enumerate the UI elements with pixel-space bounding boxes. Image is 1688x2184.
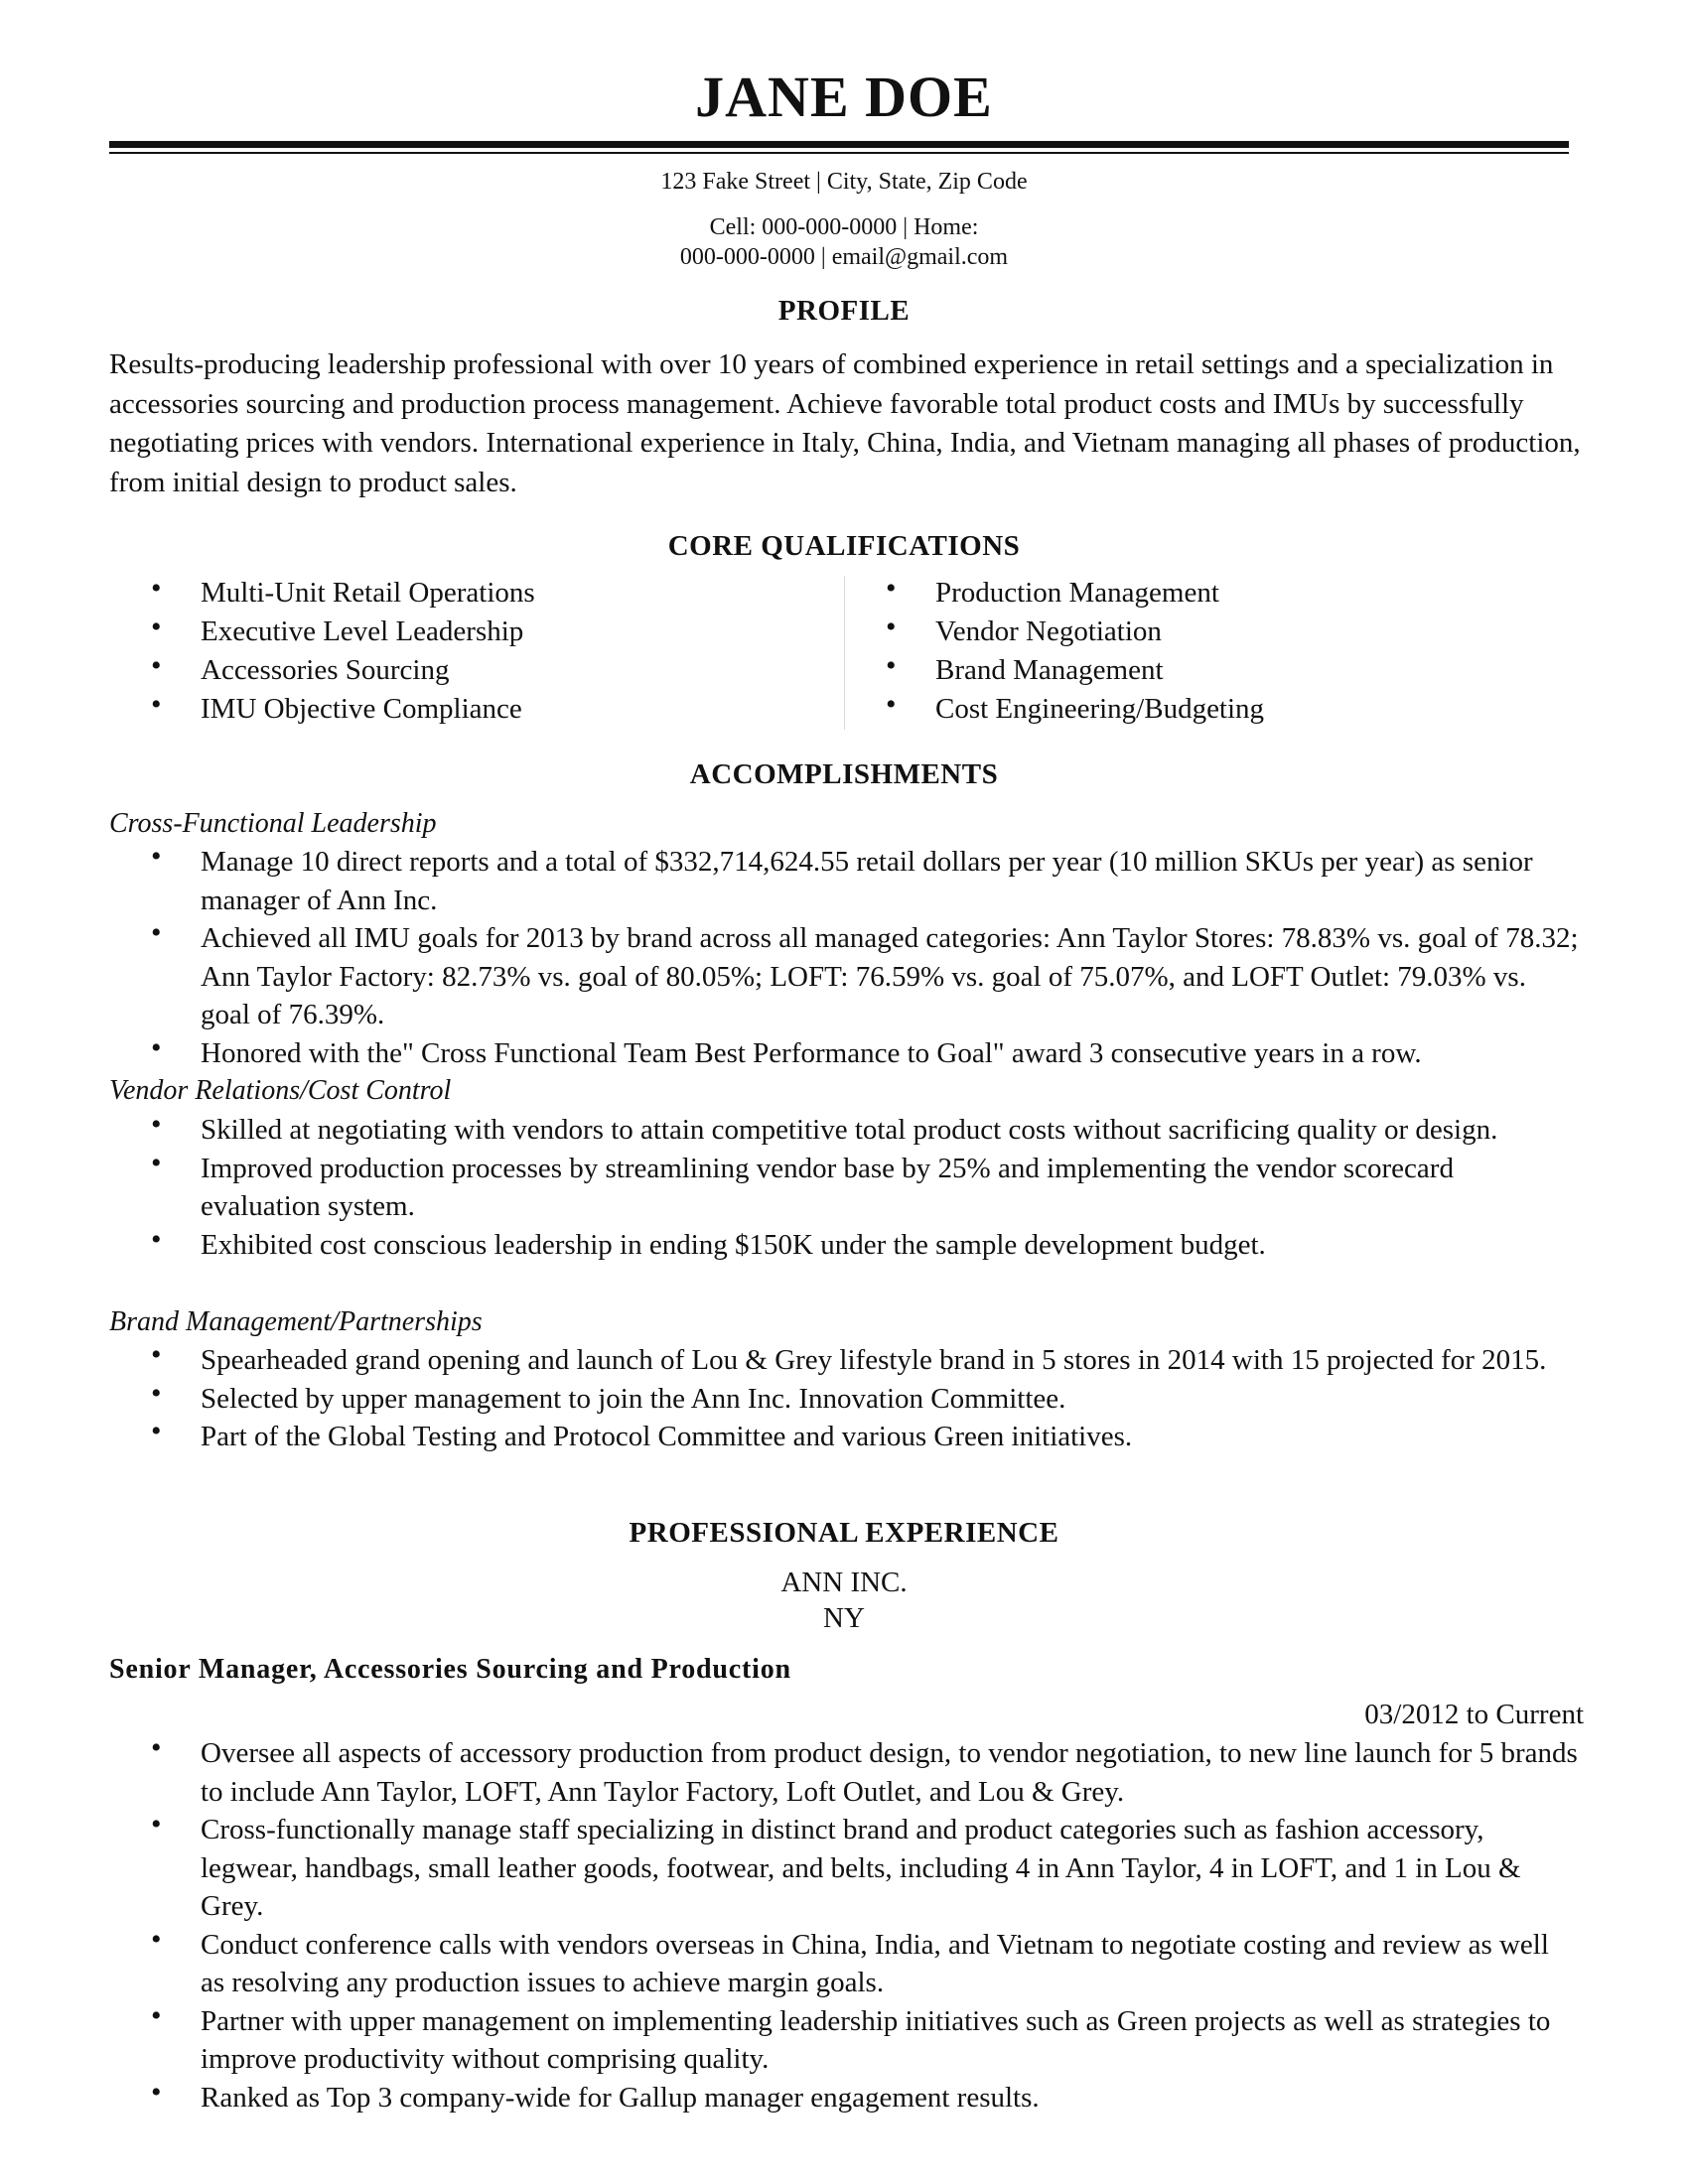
accomplishment-item: • Selected by upper management to join the Ann Inc. Innovation Committee. bbox=[109, 1380, 1579, 1419]
experience-item: • Cross-functionally manage staff specializing in distinct brand and product categories such as fashion accessory, legwear, handbags, small leather goods, footwear, and belts, including 4 in Ann Taylor, 4 in LOFT, and 1 in Lou & Grey. bbox=[109, 1811, 1579, 1926]
header-rule-thick bbox=[109, 141, 1569, 148]
qualifications-right-list bbox=[844, 574, 1559, 729]
accomplishment-subheading: Vendor Relations/Cost Control bbox=[109, 1075, 452, 1106]
qualification-item: • Cost Engineering/Budgeting bbox=[844, 690, 1559, 729]
job-dates: 03/2012 to Current bbox=[1364, 1699, 1584, 1730]
qualification-item: • Multi-Unit Retail Operations bbox=[109, 574, 824, 613]
accomplishment-item: • Improved production processes by streamlining vendor base by 25% and implementing the vendor scorecard evaluation system. bbox=[109, 1150, 1579, 1226]
accomplishment-item: • Part of the Global Testing and Protocol Committee and various Green initiatives. bbox=[109, 1418, 1579, 1456]
qualification-item: • Accessories Sourcing bbox=[109, 651, 824, 690]
accomplishment-list bbox=[109, 843, 1579, 1072]
accomplishment-item: • Achieved all IMU goals for 2013 by brand across all managed categories: Ann Taylor Stores: 78.83% vs. goal of 78.32; Ann Taylor Factory: 82.73% vs. goal of 80.05%; LOFT: 76.59% vs. goal of 75.07%, and LOFT Outlet: 79.03% vs. goal of 76.39%. bbox=[109, 919, 1579, 1034]
accomplishment-list bbox=[109, 1341, 1579, 1456]
profile-text: Results-producing leadership professional with over 10 years of combined experience in retail settings and a specialization in accessories sourcing and production process management. Achieve favorable total product costs and IMUs by successfully negotiating prices with vendors. International experience in Italy, China, India, and Vietnam managing all phases of production, from initial design to product sales. bbox=[109, 348, 1581, 498]
qualification-item: • Brand Management bbox=[844, 651, 1559, 690]
accomplishments-title: ACCOMPLISHMENTS bbox=[689, 758, 999, 790]
address-line: 123 Fake Street | City, State, Zip Code bbox=[660, 169, 1028, 195]
accomplishment-item: • Honored with the" Cross Functional Team Best Performance to Goal" award 3 consecutive years in a row. bbox=[109, 1034, 1579, 1073]
experience-item: • Ranked as Top 3 company-wide for Gallup manager engagement results. bbox=[109, 2079, 1579, 2117]
accomplishment-subheading: Brand Management/Partnerships bbox=[109, 1306, 483, 1337]
profile-title: PROFILE bbox=[777, 295, 911, 327]
qualification-item: • Executive Level Leadership bbox=[109, 613, 824, 651]
accomplishment-item: • Spearheaded grand opening and launch of Lou & Grey lifestyle brand in 5 stores in 2014 with 15 projected for 2015. bbox=[109, 1341, 1579, 1380]
experience-item: • Oversee all aspects of accessory production from product design, to vendor negotiation, to new line launch for 5 brands to include Ann Taylor, LOFT, Ann Taylor Factory, Loft Outlet, and Lou & Grey. bbox=[109, 1734, 1579, 1811]
accomplishment-item: • Exhibited cost conscious leadership in ending $150K under the sample development budget. bbox=[109, 1226, 1579, 1265]
accomplishment-subheading: Cross-Functional Leadership bbox=[109, 808, 437, 839]
job-title: Senior Manager, Accessories Sourcing and Production bbox=[109, 1654, 791, 1685]
candidate-name: JANE DOE bbox=[695, 65, 993, 129]
experience-title: PROFESSIONAL EXPERIENCE bbox=[629, 1517, 1059, 1549]
header-rule-thin bbox=[109, 152, 1569, 154]
accomplishment-list bbox=[109, 1111, 1579, 1264]
qualification-item: • Production Management bbox=[844, 574, 1559, 613]
accomplishment-item: • Skilled at negotiating with vendors to attain competitive total product costs without sacrificing quality or design. bbox=[109, 1111, 1579, 1150]
qualifications-left-list bbox=[109, 574, 824, 729]
qualification-item: • Vendor Negotiation bbox=[844, 613, 1559, 651]
email-line: 000-000-0000 | email@gmail.com bbox=[679, 244, 1009, 270]
experience-list bbox=[109, 1734, 1579, 2116]
qualification-item: • IMU Objective Compliance bbox=[109, 690, 824, 729]
phone-line: Cell: 000-000-0000 | Home: bbox=[709, 214, 979, 240]
qualifications-title: CORE QUALIFICATIONS bbox=[667, 530, 1021, 562]
accomplishment-item: • Manage 10 direct reports and a total of $332,714,624.55 retail dollars per year (10 million SKUs per year) as senior manager of Ann Inc. bbox=[109, 843, 1579, 919]
company-location: NY bbox=[823, 1602, 865, 1634]
company-name: ANN INC. bbox=[780, 1567, 908, 1598]
experience-item: • Partner with upper management on implementing leadership initiatives such as Green projects as well as strategies to improve productivity without comprising quality. bbox=[109, 2002, 1579, 2079]
experience-item: • Conduct conference calls with vendors overseas in China, India, and Vietnam to negotiate costing and review as well as resolving any production issues to achieve margin goals. bbox=[109, 1926, 1579, 2002]
